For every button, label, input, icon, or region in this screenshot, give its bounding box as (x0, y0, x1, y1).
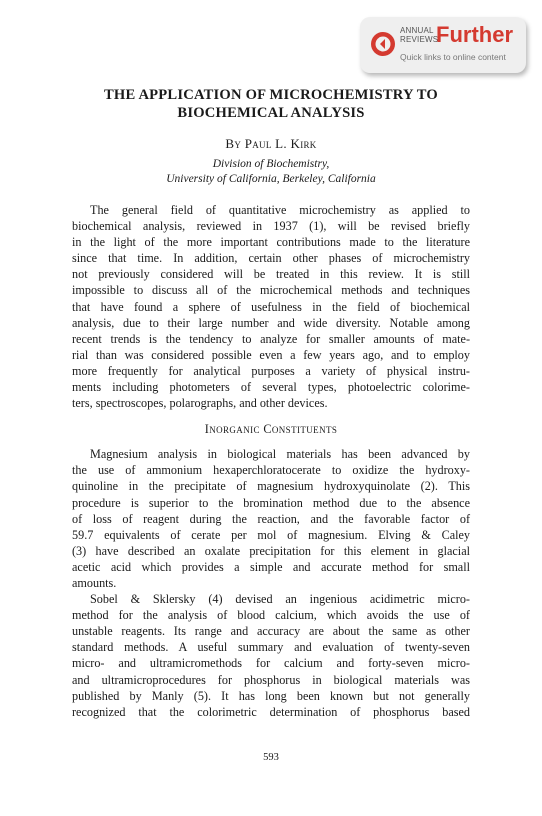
author-byline: By Paul L. Kirk (225, 136, 317, 151)
further-label: Further (436, 22, 513, 47)
text-line: in the light of the more important contributions made to the literature (72, 235, 470, 250)
text-line: unstable reagents. Its range and accuracy are about the same as other (72, 624, 470, 639)
magnesium-paragraph (72, 446, 470, 591)
text-line: more frequently for analytical purposes a variety of physical instru- (72, 363, 470, 378)
text-line: not previously considered will be treated in this review. It is still (72, 267, 470, 282)
text-line: the use of ammonium hexaperchloratocerate to oxidize the hydroxy- (72, 463, 470, 478)
text-line: rial than was considered possible even a few years ago, and to employ (72, 347, 470, 362)
page-number: 593 (263, 752, 279, 763)
annual-reviews-wordmark: ANNUAL REVIEWS (400, 26, 439, 44)
text-line: The general field of quantitative microchemistry as applied to (90, 203, 470, 217)
article-title: THE APPLICATION OF MICROCHEMISTRY TO BIOCHEMICAL ANALYSIS (103, 87, 438, 121)
text-line: procedure is superior to the bromination method due to the absence (72, 495, 470, 510)
text-line: since that time. In addition, certain other phases of microchemistry (72, 251, 470, 266)
text-line: standard methods. A useful summary and evaluation of twenty-seven (72, 640, 470, 655)
text-line: amounts. (72, 575, 117, 590)
text-line: impossible to discuss all of the microchemical methods and techniques (72, 283, 470, 298)
text-line: micro- and ultramicromethods for calcium and forty-seven micro- (72, 656, 470, 671)
section-heading: Inorganic Constituents (204, 422, 338, 437)
intro-paragraph (72, 202, 470, 411)
text-line: quinoline in the precipitate of magnesium hydroxyquinolate (2). This (72, 479, 470, 494)
text-line: Sobel & Sklersky (4) devised an ingenious acidimetric micro- (90, 592, 470, 607)
text-line: recognized that the colorimetric determination of phosphorus based (72, 704, 470, 719)
text-line: acetic acid which provides a simple and accurate method for small (72, 559, 470, 574)
quick-links-tagline: Quick links to online content (400, 52, 506, 62)
annual-reviews-further-banner[interactable] (360, 17, 526, 73)
text-line: of loss of reagent during the reaction, and the favorable factor of (72, 511, 470, 526)
text-line: that have found a sphere of usefulness in the field of biochemical (72, 299, 470, 314)
text-line: ments including photometers of several types, photoelectric colorime- (72, 380, 470, 395)
text-line: and ultramicroprocedures for phosphorus in biological materials was (72, 672, 470, 687)
text-line: recent trends is the tendency to analyze for smaller amounts of mate- (72, 331, 470, 346)
text-line: analysis, due to their large number and wide diversity. Notable among (72, 315, 470, 330)
text-line: (3) have described an oxalate precipitation for this element in glacial (72, 543, 470, 558)
text-line: ters, spectroscopes, polarographs, and other devices. (72, 396, 328, 411)
text-line: 59.7 equivalents of cerate per mol of magnesium. Elving & Caley (72, 527, 470, 542)
text-line: biochemical analysis, reviewed in 1937 (1), will be revised briefly (72, 219, 470, 234)
text-line: published by Manly (5). It has long been known but not generally (72, 688, 470, 703)
annual-reviews-logo-icon (370, 31, 396, 57)
text-line: Magnesium analysis in biological materials has been advanced by (90, 447, 470, 462)
text-line: method for the analysis of blood calcium, which avoids the use of (72, 608, 470, 623)
article-body (72, 86, 470, 720)
calcium-paragraph (72, 591, 470, 720)
author-affiliation: Division of Biochemistry, University of California, Berkeley, California (166, 158, 376, 185)
